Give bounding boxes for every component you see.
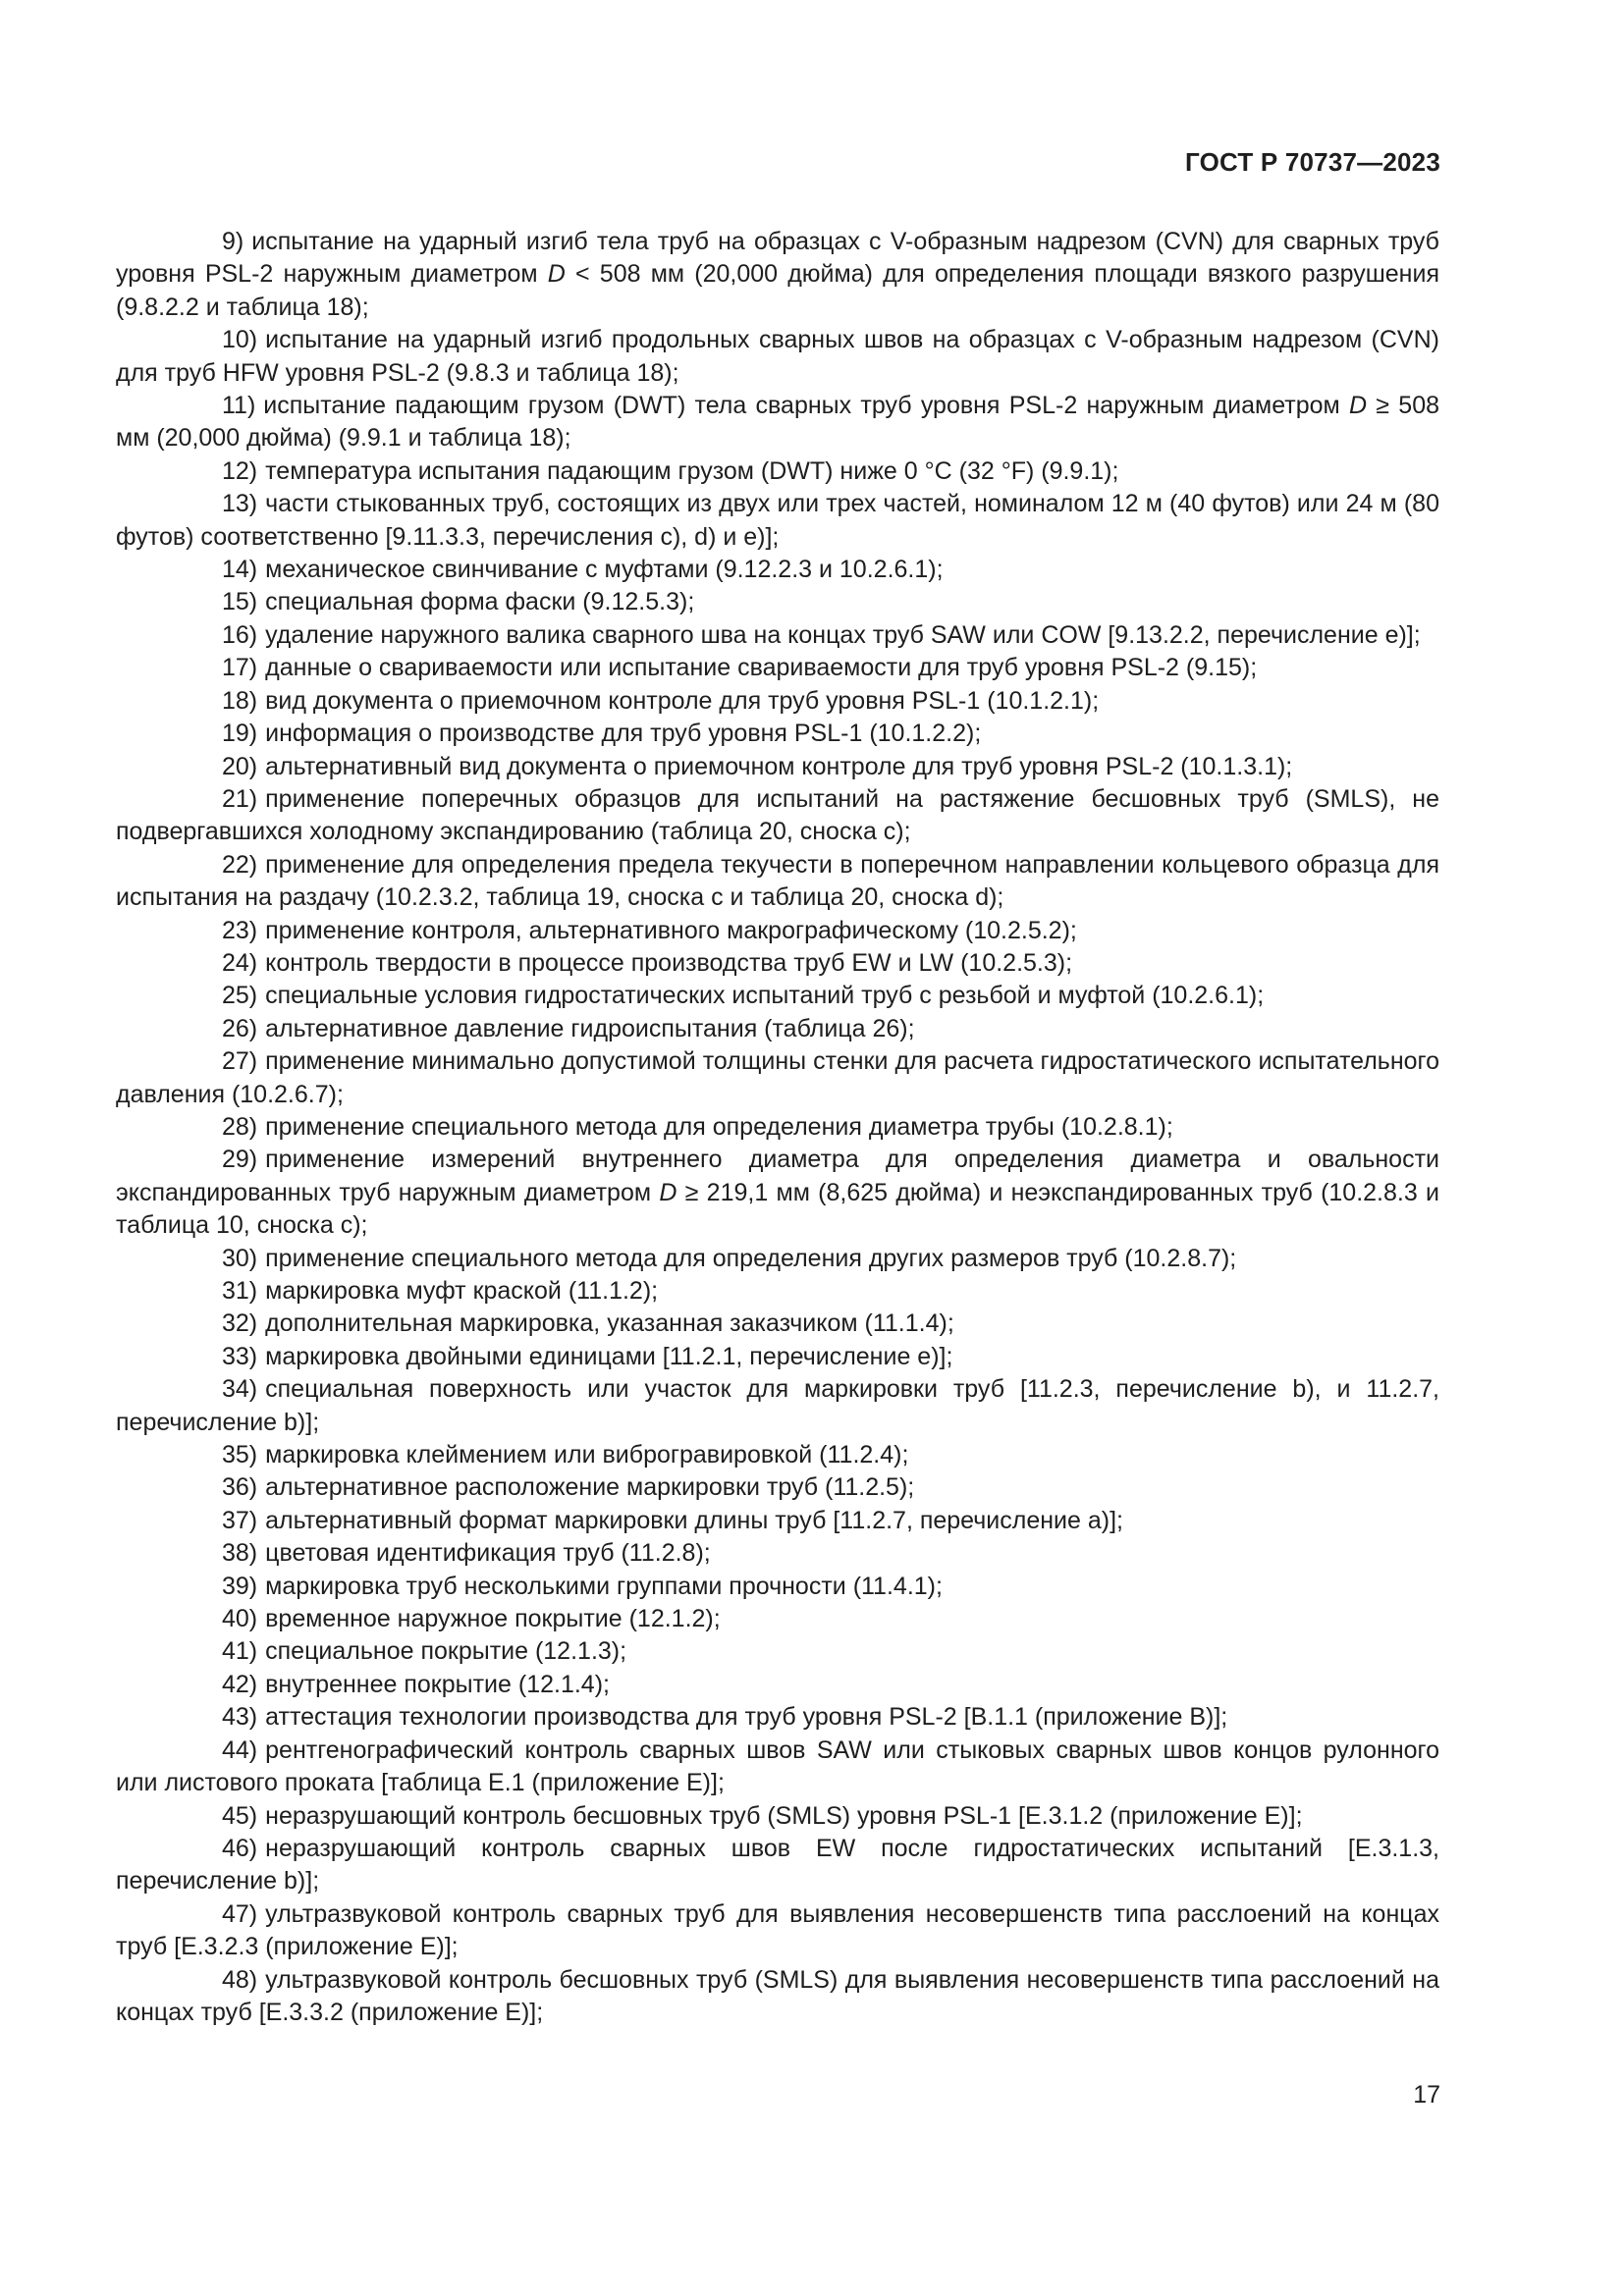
list-item-text: части стыкованных труб, состоящих из двух или трех частей, номиналом 12 м (40 футов) или 24 м (80 футов) соответственно [9.11.3.3, перечисления с), d) и е)]; bbox=[116, 490, 1439, 551]
list-item-number: 46) bbox=[222, 1834, 258, 1862]
list-item bbox=[116, 751, 1439, 783]
list-item-number: 37) bbox=[222, 1506, 258, 1534]
list-item-text: аттестация технологии производства для труб уровня PSL-2 [В.1.1 (приложение В)]; bbox=[265, 1703, 1228, 1732]
list-item bbox=[116, 1800, 1439, 1833]
list-item-number: 38) bbox=[222, 1539, 258, 1568]
list-item-number: 18) bbox=[222, 686, 258, 715]
list-item-number: 39) bbox=[222, 1572, 258, 1600]
list-item bbox=[116, 390, 1439, 455]
list-item bbox=[116, 849, 1439, 915]
list-item-number: 9) bbox=[222, 228, 244, 255]
list-item bbox=[116, 324, 1439, 390]
list-item-number: 11) bbox=[222, 392, 256, 420]
list-item-text: применение минимально допустимой толщины стенки для расчета гидростатического испытательного давления (10.2.6.7); bbox=[116, 1047, 1439, 1108]
list-item-text: применение измерений внутреннего диаметра для определения диаметра и овальности экспандированных труб наружным диаметром bbox=[116, 1146, 1439, 1206]
list-item-number: 26) bbox=[222, 1014, 258, 1042]
list-item bbox=[116, 1439, 1439, 1471]
list-item-text: ультразвуковой контроль бесшовных труб (SMLS) для выявления несовершенств типа расслоений на концах труб [Е.3.3.2 (приложение Е)]; bbox=[116, 1965, 1439, 2026]
list-item-number: 27) bbox=[222, 1047, 258, 1076]
list-item bbox=[116, 1669, 1439, 1701]
list-item-text: неразрушающий контроль сварных швов EW после гидростатических испытаний [Е.3.1.3, перечисление b)]; bbox=[116, 1834, 1439, 1896]
list-item-text: < 508 мм (20,000 дюйма) для определения площади вязкого разрушения (9.8.2.2 и таблица 18); bbox=[116, 260, 1439, 321]
list-item-text: маркировка клеймением или виброгравировкой (11.2.4); bbox=[265, 1441, 909, 1469]
list-item-number: 31) bbox=[222, 1277, 258, 1305]
list-item-number: 44) bbox=[222, 1735, 258, 1764]
list-item-text: маркировка труб несколькими группами прочности (11.4.1); bbox=[265, 1572, 943, 1600]
list-item-number: 34) bbox=[222, 1375, 258, 1404]
list-item bbox=[116, 1571, 1439, 1603]
list-item-number: 13) bbox=[222, 490, 258, 518]
list-item-text: альтернативный формат маркировки длины труб [11.2.7, перечисление а)]; bbox=[265, 1506, 1123, 1534]
list-item-text: маркировка двойными единицами [11.2.1, перечисление е)]; bbox=[265, 1342, 953, 1370]
list-item bbox=[116, 1111, 1439, 1144]
diameter-symbol: D bbox=[659, 1178, 677, 1206]
list-item-number: 42) bbox=[222, 1670, 258, 1698]
list-item-text: цветовая идентификация труб (11.2.8); bbox=[265, 1539, 711, 1568]
list-item-text: контроль твердости в процессе производства труб EW и LW (10.2.5.3); bbox=[265, 948, 1073, 977]
list-item bbox=[116, 619, 1439, 652]
list-item-number: 35) bbox=[222, 1441, 258, 1469]
list-item-text: механическое свинчивание с муфтами (9.12.2.3 и 10.2.6.1); bbox=[265, 556, 944, 584]
list-item-number: 32) bbox=[222, 1309, 258, 1338]
list-item-number: 40) bbox=[222, 1605, 258, 1633]
list-item-text: испытание падающим грузом (DWT) тела сварных труб уровня PSL-2 наружным диаметром bbox=[263, 392, 1349, 420]
list-item-text: специальная форма фаски (9.12.5.3); bbox=[265, 588, 695, 616]
list-item-text: применение специального метода для определения других размеров труб (10.2.8.7); bbox=[265, 1244, 1237, 1272]
list-item-text: данные о свариваемости или испытание свариваемости для труб уровня PSL-2 (9.15); bbox=[265, 654, 1258, 682]
list-item-number: 25) bbox=[222, 982, 258, 1010]
list-item-text: применение для определения предела текучести в поперечном направлении кольцевого образца для испытания на раздачу (10.2.3.2, таблица 19, сноска с и таблица 20, сноска d); bbox=[116, 850, 1439, 912]
list-item-text: дополнительная маркировка, указанная заказчиком (11.1.4); bbox=[265, 1309, 954, 1338]
list-item-text: температура испытания падающим грузом (DWT) ниже 0 °С (32 °F) (9.9.1); bbox=[265, 456, 1119, 485]
list-item-number: 12) bbox=[222, 456, 258, 485]
list-item-number: 22) bbox=[222, 850, 258, 879]
requirements-list bbox=[116, 226, 1439, 2029]
list-item-text: специальное покрытие (12.1.3); bbox=[265, 1637, 627, 1666]
document-code-header: ГОСТ Р 70737—2023 bbox=[1185, 147, 1440, 177]
list-item-number: 21) bbox=[222, 784, 258, 813]
list-item bbox=[116, 1275, 1439, 1308]
list-item-text: альтернативный вид документа о приемочном контроле для труб уровня PSL-2 (10.1.3.1); bbox=[265, 752, 1293, 780]
list-item-number: 15) bbox=[222, 588, 258, 616]
list-item-text: специальная поверхность или участок для маркировки труб [11.2.3, перечисление b), и 11.2.7, перечисление b)]; bbox=[116, 1375, 1439, 1436]
list-item-number: 10) bbox=[222, 326, 258, 354]
list-item-number: 14) bbox=[222, 556, 258, 584]
list-item bbox=[116, 1898, 1439, 1964]
list-item-text: применение контроля, альтернативного макрографическому (10.2.5.2); bbox=[265, 916, 1077, 944]
list-item bbox=[116, 554, 1439, 586]
list-item bbox=[116, 1144, 1439, 1242]
list-item bbox=[116, 1735, 1439, 1800]
list-item bbox=[116, 1964, 1439, 2030]
list-item bbox=[116, 488, 1439, 554]
list-item-text: внутреннее покрытие (12.1.4); bbox=[265, 1670, 610, 1698]
list-item bbox=[116, 718, 1439, 750]
list-item-text: испытание на ударный изгиб тела труб на образцах с V-образным надрезом (CVN) для сварных труб уровня PSL-2 наружным диаметром bbox=[116, 228, 1439, 289]
list-item bbox=[116, 1243, 1439, 1275]
list-item-number: 20) bbox=[222, 752, 258, 780]
list-item bbox=[116, 947, 1439, 980]
list-item-text: ≥ 508 мм (20,000 дюйма) (9.9.1 и таблица 18); bbox=[116, 392, 1440, 453]
list-item-number: 33) bbox=[222, 1342, 258, 1370]
list-item bbox=[116, 783, 1439, 849]
list-item-number: 17) bbox=[222, 654, 258, 682]
list-item bbox=[116, 980, 1439, 1012]
list-item bbox=[116, 586, 1439, 618]
page-number: 17 bbox=[1413, 2081, 1440, 2109]
list-item-text: временное наружное покрытие (12.1.2); bbox=[265, 1605, 721, 1633]
list-item-number: 23) bbox=[222, 916, 258, 944]
list-item-number: 43) bbox=[222, 1703, 258, 1732]
list-item-text: вид документа о приемочном контроле для труб уровня PSL-1 (10.1.2.1); bbox=[265, 686, 1100, 715]
list-item-number: 47) bbox=[222, 1899, 258, 1928]
list-item-text: испытание на ударный изгиб продольных сварных швов на образцах с V-образным надрезом (CVN) для труб HFW уровня PSL-2 (9.8.3 и таблица 18); bbox=[116, 326, 1439, 387]
list-item-number: 41) bbox=[222, 1637, 258, 1666]
list-item bbox=[116, 1308, 1439, 1340]
list-item-number: 36) bbox=[222, 1473, 258, 1502]
list-item-text: удаление наружного валика сварного шва на концах труб SAW или COW [9.13.2.2, перечисление е)]; bbox=[265, 620, 1421, 649]
list-item-text: информация о производстве для труб уровня PSL-1 (10.1.2.2); bbox=[265, 720, 982, 748]
list-item-number: 19) bbox=[222, 720, 258, 748]
list-item-text: специальные условия гидростатических испытаний труб с резьбой и муфтой (10.2.6.1); bbox=[265, 982, 1265, 1010]
list-item bbox=[116, 1013, 1439, 1045]
list-item-text: неразрушающий контроль бесшовных труб (SMLS) уровня PSL-1 [Е.3.1.2 (приложение Е)]; bbox=[265, 1801, 1303, 1830]
list-item-text: альтернативное расположение маркировки труб (11.2.5); bbox=[265, 1473, 915, 1502]
list-item-number: 30) bbox=[222, 1244, 258, 1272]
list-item bbox=[116, 455, 1439, 488]
list-item bbox=[116, 685, 1439, 718]
list-item-number: 16) bbox=[222, 620, 258, 649]
list-item-number: 24) bbox=[222, 948, 258, 977]
list-item bbox=[116, 1471, 1439, 1504]
list-item-number: 45) bbox=[222, 1801, 258, 1830]
list-item-text: применение специального метода для определения диаметра трубы (10.2.8.1); bbox=[265, 1112, 1173, 1141]
list-item-number: 29) bbox=[222, 1146, 258, 1174]
list-item bbox=[116, 1603, 1439, 1635]
list-item-number: 48) bbox=[222, 1965, 258, 1994]
list-item bbox=[116, 1505, 1439, 1537]
list-item bbox=[116, 1373, 1439, 1439]
list-item bbox=[116, 652, 1439, 684]
list-item-text: рентгенографический контроль сварных швов SAW или стыковых сварных швов концов рулонного или листового проката [таблица Е.1 (приложение Е)]; bbox=[116, 1735, 1439, 1797]
list-item bbox=[116, 1537, 1439, 1570]
list-item bbox=[116, 1045, 1439, 1111]
list-item bbox=[116, 226, 1439, 324]
list-item-text: ≥ 219,1 мм (8,625 дюйма) и неэкспандированных труб (10.2.8.3 и таблица 10, сноска с); bbox=[116, 1178, 1439, 1240]
list-item bbox=[116, 1341, 1439, 1373]
list-item bbox=[116, 1635, 1439, 1668]
list-item-text: маркировка муфт краской (11.1.2); bbox=[265, 1277, 659, 1305]
list-item-text: ультразвуковой контроль сварных труб для выявления несовершенств типа расслоений на концах труб [Е.3.2.3 (приложение Е)]; bbox=[116, 1899, 1439, 1961]
list-item-text: альтернативное давление гидроиспытания (таблица 26); bbox=[265, 1014, 915, 1042]
list-item-number: 28) bbox=[222, 1112, 258, 1141]
list-item bbox=[116, 1833, 1439, 1898]
list-item bbox=[116, 1701, 1439, 1734]
list-item bbox=[116, 915, 1439, 947]
diameter-symbol: D bbox=[1348, 392, 1368, 420]
list-item-text: применение поперечных образцов для испытаний на растяжение бесшовных труб (SMLS), не подвергавшихся холодному экспандированию (таблица 20, сноска с); bbox=[116, 784, 1439, 846]
diameter-symbol: D bbox=[547, 260, 566, 289]
